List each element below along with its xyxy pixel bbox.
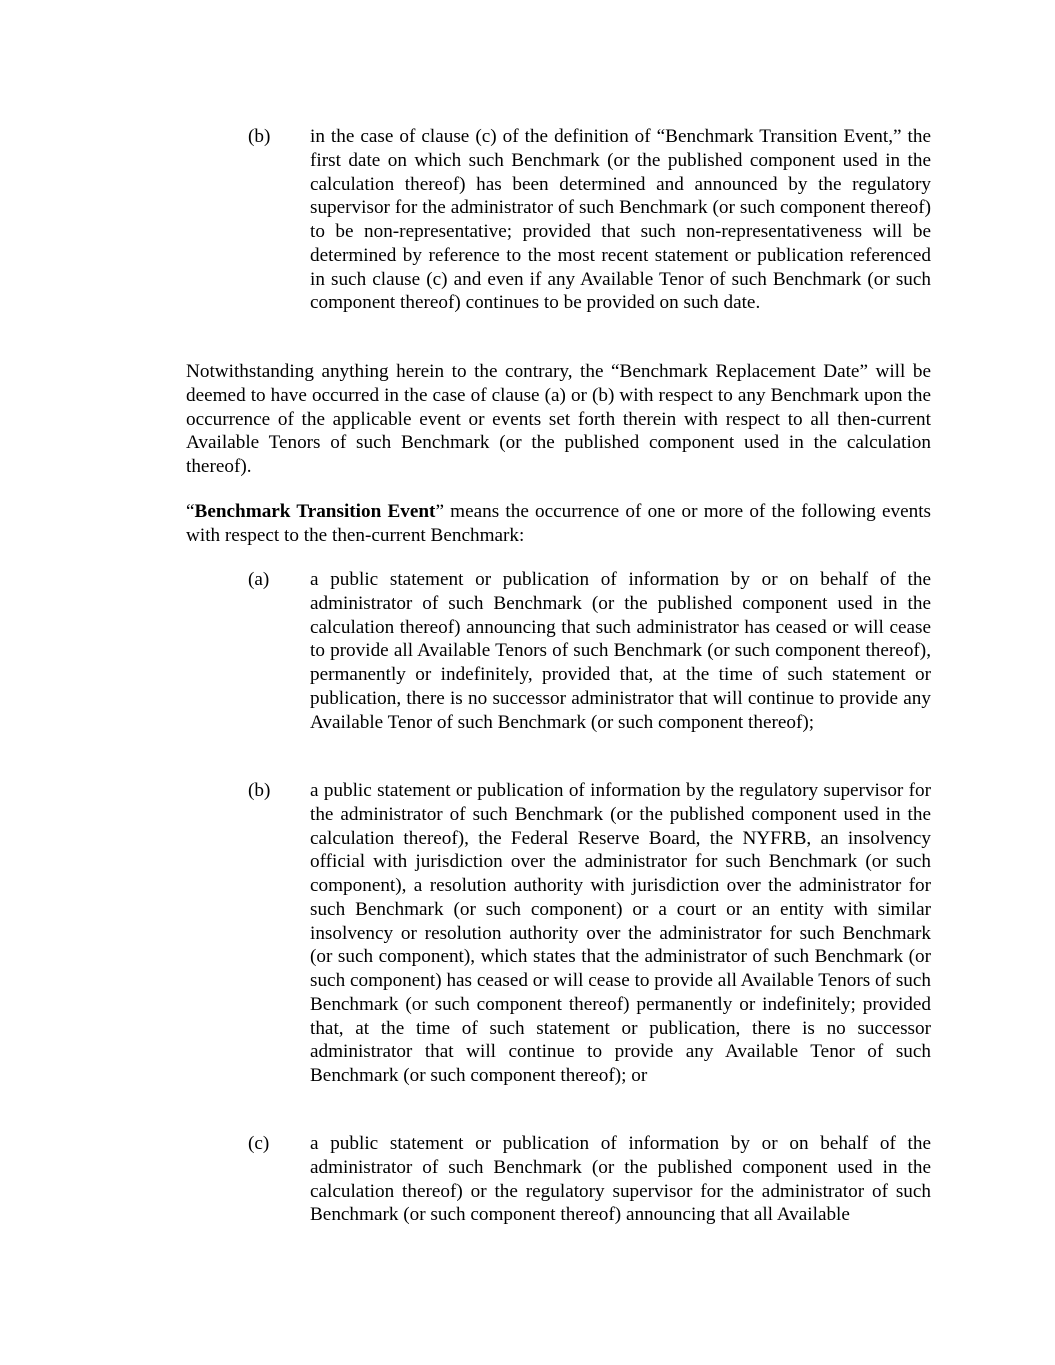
clause-c [248,1132,931,1227]
clause-b [248,779,931,1088]
definition-text: ” means the occurrence of one or more of the following events with respect to the then-current Benchmark: [186,501,931,546]
clause-b-replacement-date [248,125,931,315]
benchmark-transition-event-definition [186,500,931,548]
clause-label: (c) [248,1133,270,1154]
open-quote: “ [186,501,195,522]
defined-term: Benchmark Transition Event [194,501,436,522]
clause-text: in the case of clause (c) of the definition of “Benchmark Transition Event,” the first date on which such Benchmark (or the published component used in the calculation thereof) has been determined and announced by the regulatory supervisor for the administrator of such Benchmark (or such component thereof) to be non-representative; provided that such non-representativeness will be determined by reference to the most recent statement or publication referenced in such clause (c) and even if any Available Tenor of such Benchmark (or such component thereof) continues to be provided on such date. [310,126,931,314]
clause-label: (a) [248,569,270,590]
clause-text: a public statement or publication of information by the regulatory supervisor for the administrator of such Benchmark (or the published component used in the calculation thereof), the Federal Reserve Board, the NYFRB, an insolvency official with jurisdiction over the administrator for such Benchmark (or such component), a resolution authority with jurisdiction over the administrator for such Benchmark (or such component) or a court or an entity with similar insolvency or resolution authority over the administrator for such Benchmark (or such component), which states that the administrator of such Benchmark (or such component) has ceased or will cease to provide all Available Tenors of such Benchmark (or such component thereof) permanently or indefinitely; provided that, at the time of such statement or publication, there is no successor administrator that will continue to provide any Available Tenor of such Benchmark (or such component thereof); or [310,780,931,1086]
clause-a [248,568,931,734]
clause-text: a public statement or publication of information by or on behalf of the administrator of such Benchmark (or the published component used in the calculation thereof) announcing that such administrator has ceased or will cease to provide all Available Tenors of such Benchmark (or such component thereof), permanently or indefinitely, provided that, at the time of such statement or publication, there is no successor administrator that will continue to provide any Available Tenor of such Benchmark (or such component thereof); [310,569,931,733]
clause-label: (b) [248,126,271,147]
clause-text: a public statement or publication of information by or on behalf of the administrator of such Benchmark (or the published component used in the calculation thereof) or the regulatory supervisor for the administrator of such Benchmark (or such component thereof) announcing that all Available [310,1133,931,1226]
notwithstanding-paragraph: Notwithstanding anything herein to the contrary, the “Benchmark Replacement Date” will be deemed to have occurred in the case of clause (a) or (b) with respect to any Benchmark upon the occurrence of the applicable event or events set forth therein with respect to all then-current Available Tenors of such Benchmark (or the published component used in the calculation thereof). [186,361,931,477]
clause-label: (b) [248,780,271,801]
